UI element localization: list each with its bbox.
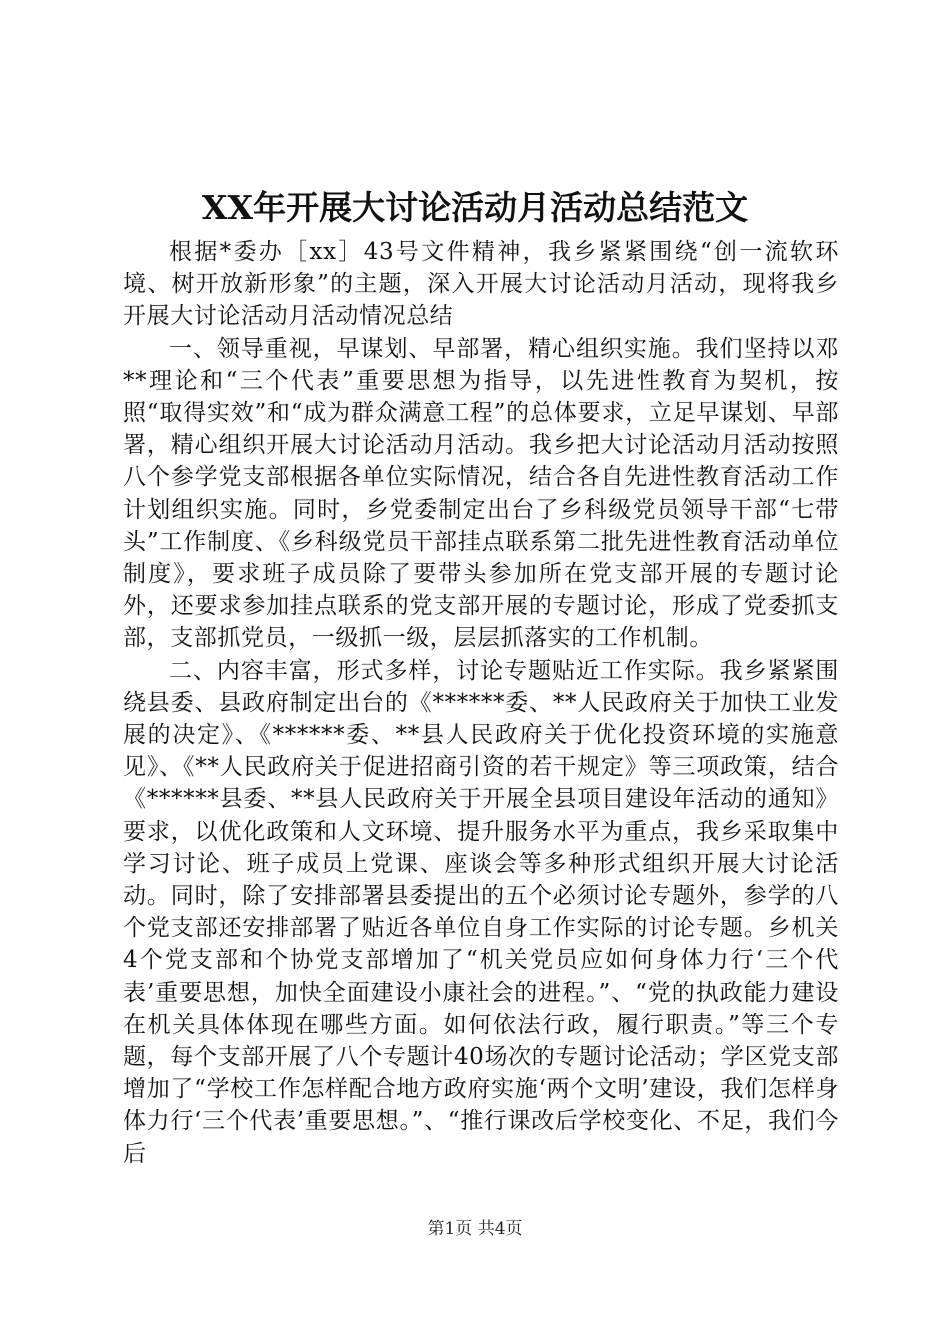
paragraph-section-two: 二、内容丰富，形式多样，讨论专题贴近工作实际。我乡紧紧围绕县委、县政府制定出台的《******委、**人民政府关于加快工业发展的决定》、《******委、**县人民政府关于优化投资环境的实施意见》、《**人民政府关于促进招商引资的若干规定》等三项政策，结合《******县委、**县人民政府关于开展全县项目建设年活动的通知》要求，以优化政策和人文环境、提升服务水平为重点，我乡采取集中学习讨论、班子成员上党课、座谈会等多种形式组织开展大讨论活动。同时，除了安排部署县委提出的五个必须讨论专题外，参学的八个党支部还安排部署了贴近各单位自身工作实际的讨论专题。乡机关4个党支部和个协党支部增加了“机关党员应如何身体力行‘三个代表’重要思想，加快全面建设小康社会的进程。”、“党的执政能力建设在机关具体体现在哪些方面。如何依法行政，履行职责。”等三个专题，每个支部开展了八个专题计40场次的专题讨论活动；学区党支部增加了“学校工作怎样配合地方政府实施‘两个文明’建设，我们怎样身体力行‘三个代表’重要思想。”、“推行课改后学校变化、不足，我们今后 [123,657,839,1167]
paragraph-intro: 根据*委办［xx］43号文件精神，我乡紧紧围绕“创一流软环境、树开放新形象”的主题，深入开展大讨论活动月活动，现将我乡开展大讨论活动月活动情况总结 [123,239,839,330]
paragraph-section-one: 一、领导重视，早谋划、早部署，精心组织实施。我们坚持以邓**理论和“三个代表”重要思想为指导，以先进性教育为契机，按照“取得实效”和“成为群众满意工程”的总体要求，立足早谋划、早部署，精心组织开展大讨论活动月活动。我乡把大讨论活动月活动按照八个参学党支部根据各单位实际情况，结合各自先进性教育活动工作计划组织实施。同时，乡党委制定出台了乡科级党员领导干部“七带头”工作制度、《乡科级党员干部挂点联系第二批先进性教育活动单位制度》，要求班子成员除了要带头参加所在党支部开展的专题讨论外，还要求参加挂点联系的党支部开展的专题讨论，形成了党委抓支部，支部抓党员，一级抓一级，层层抓落实的工作机制。 [123,335,839,652]
page-number-footer: 第1页 共4页 [427,1219,523,1239]
document-body [123,236,839,1170]
document-title: XX年开展大讨论活动月活动总结范文 [201,188,749,227]
